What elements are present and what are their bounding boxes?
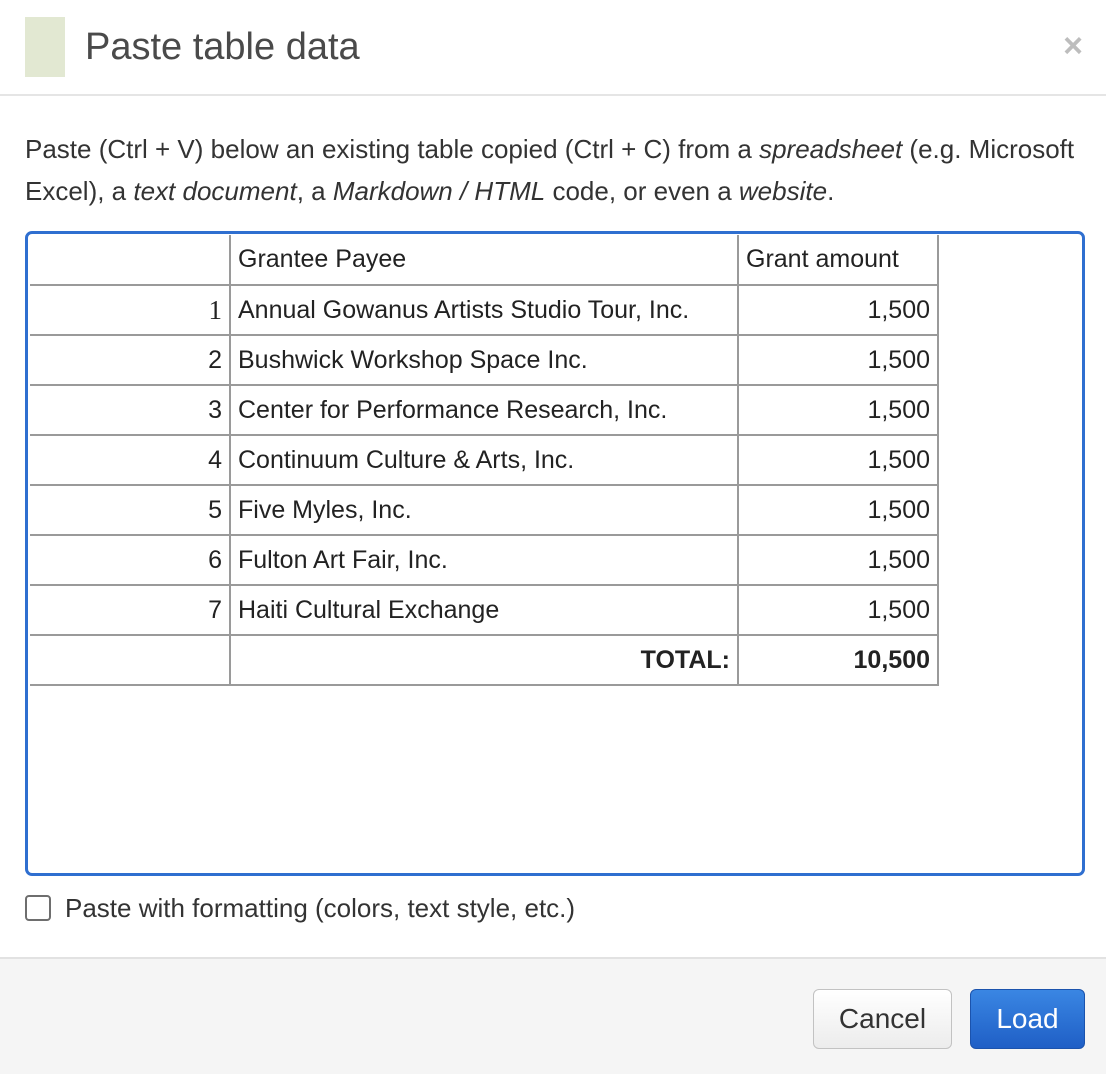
total-amount-cell: 10,500 [738, 635, 938, 685]
paste-with-formatting-label: Paste with formatting (colors, text style, etc.) [65, 892, 576, 923]
row-index-cell: 1 [30, 285, 230, 335]
table-row [30, 385, 938, 435]
instructions-part: . [827, 176, 835, 206]
instructions-part: (e.g. Microsoft Excel), a [25, 134, 1075, 206]
header-cell: Grant amount [738, 235, 938, 285]
table-row [30, 285, 938, 335]
header-cell [30, 235, 230, 285]
grantee-cell: Five Myles, Inc. [230, 485, 738, 535]
grantee-cell: Continuum Culture & Arts, Inc. [230, 435, 738, 485]
pasted-table [30, 235, 939, 686]
instructions-emphasis: text document [133, 176, 297, 206]
row-index-cell: 2 [30, 335, 230, 385]
row-index-cell: 7 [30, 585, 230, 635]
paste-area[interactable] [25, 231, 1085, 876]
instructions-emphasis: Markdown / HTML [332, 176, 546, 206]
instructions-part: , a [296, 176, 333, 206]
instructions-part: code, or even a [545, 176, 739, 206]
row-index-cell: 3 [30, 385, 230, 435]
table-row [30, 535, 938, 585]
amount-cell: 1,500 [738, 585, 938, 635]
instructions-part: Paste (Ctrl + V) below an existing table copied (Ctrl + C) from a [25, 134, 760, 164]
amount-cell: 1,500 [738, 385, 938, 435]
grantee-cell: Bushwick Workshop Space Inc. [230, 335, 738, 385]
grantee-cell: Center for Performance Research, Inc. [230, 385, 738, 435]
amount-cell: 1,500 [738, 335, 938, 385]
cancel-button[interactable]: Cancel [813, 989, 952, 1049]
row-index-cell: 5 [30, 485, 230, 535]
table-header-row [30, 235, 938, 285]
empty-cell [30, 635, 230, 685]
paste-with-formatting-checkbox[interactable] [25, 895, 51, 921]
amount-cell: 1,500 [738, 435, 938, 485]
amount-cell: 1,500 [738, 285, 938, 335]
instructions-emphasis: website [738, 176, 828, 206]
instructions-text [25, 128, 1085, 212]
paste-with-formatting-option[interactable] [25, 888, 575, 928]
close-icon[interactable]: × [1063, 27, 1083, 65]
amount-cell: 1,500 [738, 485, 938, 535]
row-index-cell: 6 [30, 535, 230, 585]
header-color-swatch [25, 17, 65, 77]
dialog-header [0, 0, 1106, 96]
header-cell: Grantee Payee [230, 235, 738, 285]
amount-cell: 1,500 [738, 535, 938, 585]
table-total-row [30, 635, 938, 685]
table-row [30, 335, 938, 385]
instructions-emphasis: spreadsheet [759, 134, 903, 164]
grantee-cell: Haiti Cultural Exchange [230, 585, 738, 635]
load-button[interactable]: Load [970, 989, 1085, 1049]
table-row [30, 435, 938, 485]
row-index-cell: 4 [30, 435, 230, 485]
grantee-cell: Annual Gowanus Artists Studio Tour, Inc. [230, 285, 738, 335]
total-label-cell: TOTAL: [230, 635, 738, 685]
dialog-footer [0, 957, 1106, 1074]
grantee-cell: Fulton Art Fair, Inc. [230, 535, 738, 585]
dialog-title: Paste table data [85, 26, 360, 68]
table-row [30, 585, 938, 635]
table-row [30, 485, 938, 535]
